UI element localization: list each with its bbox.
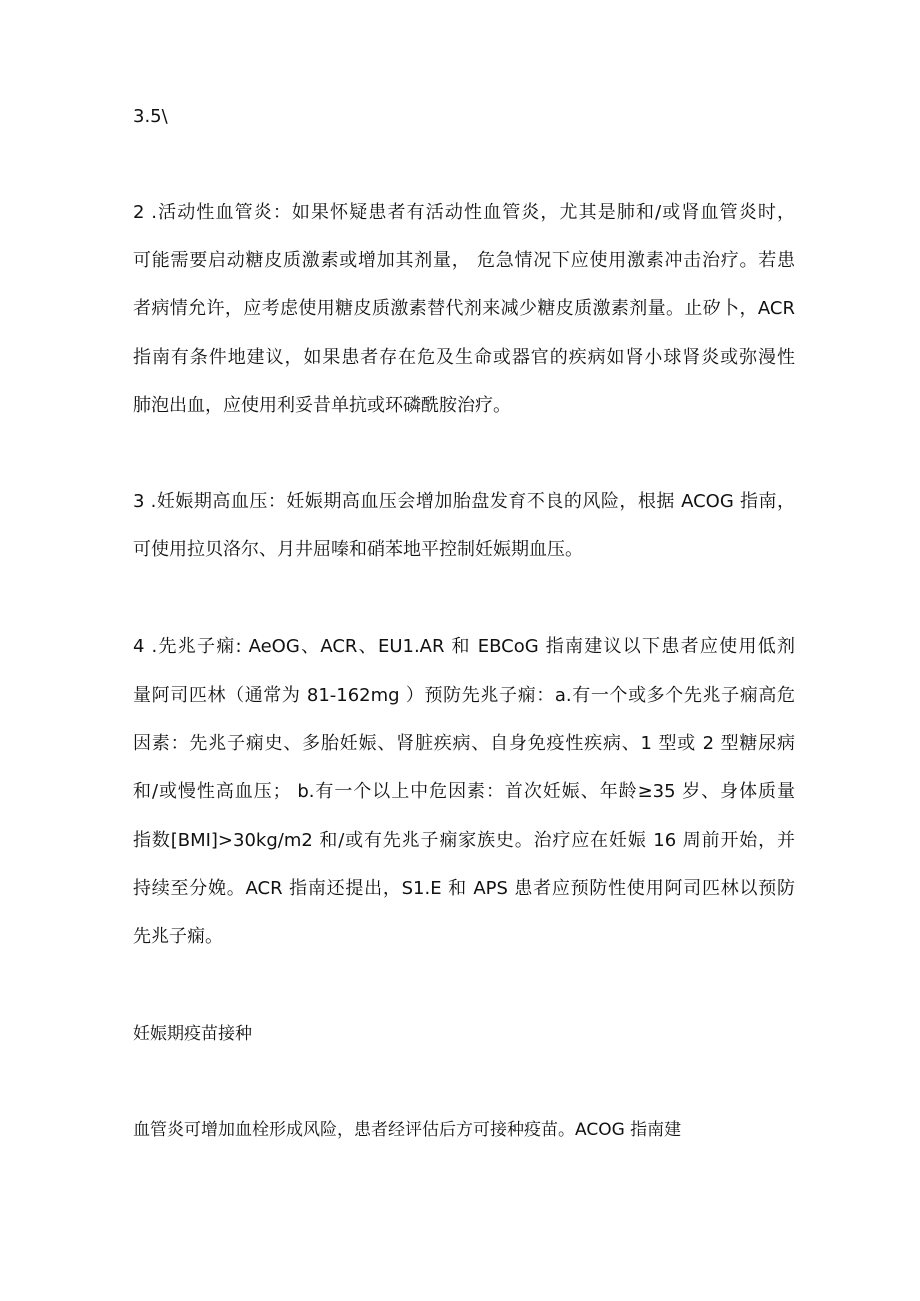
paragraph-line: 者病情允许，应考虑使用糖皮质激素替代剂来减少糖皮质激素剂量。止矽卜，ACR — [133, 298, 795, 319]
paragraph-line: 和/或慢性高血压； b.有一个以上中危因素：首次妊娠、年龄≥35 岁、身体质量 — [133, 781, 795, 802]
paragraph-line: 先兆子痫。 — [133, 926, 223, 947]
paragraph-line: 血管炎可增加血栓形成风险，患者经评估后方可接种疫苗。ACOG 指南建 — [133, 1120, 682, 1140]
paragraph-line: 3 .妊娠期高血压：妊娠期高血压会增加胎盘发育不良的风险，根据 ACOG 指南， — [133, 491, 795, 512]
section-subheading: 妊娠期疫苗接种 — [133, 1024, 252, 1044]
paragraph-line: 指南有条件地建议，如果患者存在危及生命或器官的疾病如肾小球肾炎或弥漫性 — [133, 347, 795, 368]
paragraph-line: 指数[BMI]>30kg/m2 和/或有先兆子痫家族史。治疗应在妊娠 16 周前开始，并 — [133, 830, 795, 851]
paragraph-line: 持续至分娩。ACR 指南还提出，S1.E 和 APS 患者应预防性使用阿司匹林以预防 — [133, 878, 795, 899]
paragraph-line: 可使用拉贝洛尔、月井屈嗪和硝苯地平控制妊娠期血压。 — [133, 539, 583, 560]
paragraph-line: 2 .活动性血管炎：如果怀疑患者有活动性血管炎，尤其是肺和/或肾血管炎时， — [133, 202, 795, 223]
paragraph-line: 4 .先兆子痫: AeOG、ACR、EU1.AR 和 EBCoG 指南建议以下患者应使用低剂 — [133, 636, 795, 657]
paragraph-line: 量阿司匹林（通常为 81-162mg ）预防先兆子痫：a.有一个或多个先兆子痫高危 — [133, 685, 795, 706]
paragraph-line: 可能需要启动糖皮质激素或增加其剂量， 危急情况下应使用激素冲击治疗。若患 — [133, 250, 795, 271]
section-number: 3.5\ — [133, 106, 168, 127]
paragraph-line: 因素：先兆子痫史、多胎妊娠、肾脏疾病、自身免疫性疾病、1 型或 2 型糖尿病 — [133, 733, 795, 754]
paragraph-line: 肺泡出血，应使用利妥昔单抗或环磷酰胺治疗。 — [133, 395, 511, 416]
